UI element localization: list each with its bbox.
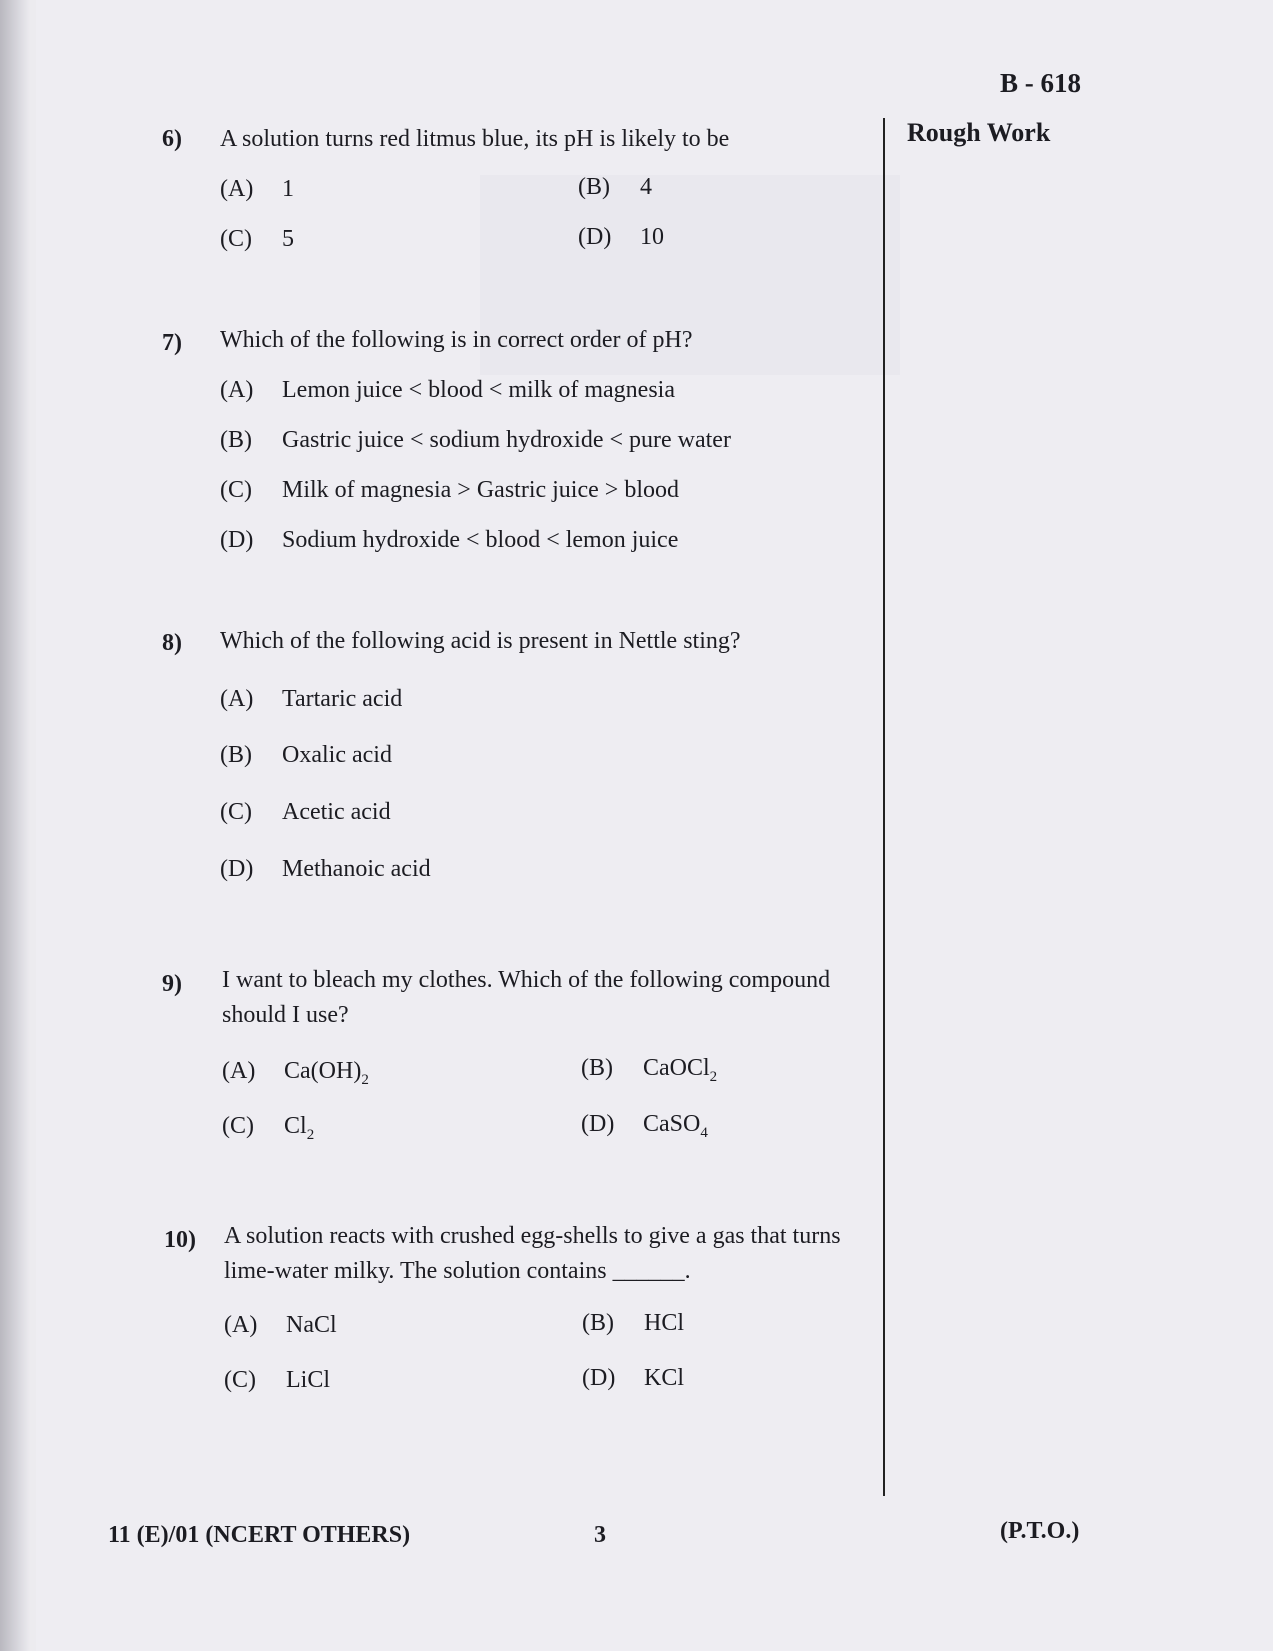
- option-text: Acetic acid: [282, 799, 391, 825]
- option-text: Oxalic acid: [282, 742, 392, 768]
- option-label: (B): [578, 174, 610, 200]
- option-b[interactable]: [220, 742, 392, 769]
- formula-base: CaSO: [643, 1111, 701, 1137]
- option-label: (C): [220, 226, 252, 252]
- option-label: (C): [224, 1367, 256, 1393]
- option-label: (A): [224, 1312, 258, 1338]
- option-text: Tartaric acid: [282, 686, 403, 712]
- formula-subscript: 2: [306, 1126, 315, 1143]
- option-a[interactable]: [220, 377, 675, 404]
- option-b[interactable]: [220, 427, 731, 454]
- option-label: (C): [222, 1113, 254, 1139]
- option-c[interactable]: [220, 226, 294, 253]
- option-text: NaCl: [286, 1312, 337, 1338]
- paper-code: B - 618: [1000, 68, 1081, 98]
- option-text: Lemon juice < blood < milk of magnesia: [282, 377, 675, 403]
- option-c[interactable]: [220, 799, 391, 826]
- option-b[interactable]: [581, 1055, 717, 1086]
- option-b[interactable]: [582, 1310, 684, 1337]
- option-d[interactable]: [578, 224, 664, 251]
- rough-work-heading: Rough Work: [907, 118, 1051, 147]
- option-label: (B): [220, 427, 252, 453]
- option-d[interactable]: [582, 1365, 684, 1392]
- option-a[interactable]: [224, 1312, 337, 1339]
- option-text: Methanoic acid: [282, 856, 431, 882]
- option-text: Sodium hydroxide < blood < lemon juice: [282, 527, 679, 553]
- formula-base: Ca(OH): [284, 1058, 362, 1084]
- page-number: 3: [594, 1522, 606, 1548]
- option-c[interactable]: [224, 1367, 330, 1394]
- formula-subscript: 2: [361, 1071, 369, 1088]
- option-label: (B): [582, 1310, 614, 1336]
- formula-base: CaOCl: [643, 1055, 710, 1081]
- question-text: Which of the following is in correct order of pH?: [220, 327, 693, 353]
- option-c[interactable]: [220, 477, 679, 504]
- question-number: 10): [164, 1227, 196, 1253]
- option-text: Gastric juice < sodium hydroxide < pure water: [282, 427, 731, 453]
- option-d[interactable]: [581, 1111, 708, 1142]
- footer-paper-id: 11 (E)/01 (NCERT OTHERS): [108, 1522, 411, 1548]
- option-d[interactable]: [220, 527, 678, 554]
- option-label: (A): [220, 176, 254, 202]
- option-text: Milk of magnesia > Gastric juice > blood: [282, 477, 679, 503]
- question-text: Which of the following acid is present in Nettle sting?: [220, 628, 741, 654]
- option-label: (C): [220, 799, 252, 825]
- option-b[interactable]: [578, 174, 652, 201]
- option-text: 5: [282, 226, 294, 252]
- option-text: 10: [640, 224, 664, 250]
- question-number: 7): [162, 330, 182, 356]
- page-edge-shadow: [0, 0, 30, 1651]
- option-label: (D): [581, 1111, 615, 1137]
- option-label: (B): [581, 1055, 613, 1081]
- option-label: (A): [220, 377, 254, 403]
- question-text: A solution turns red litmus blue, its pH is likely to be: [220, 126, 730, 152]
- option-a[interactable]: [220, 686, 402, 713]
- option-text: 4: [640, 174, 652, 200]
- option-label: (D): [220, 527, 254, 553]
- option-text: LiCl: [286, 1367, 331, 1393]
- option-c[interactable]: [222, 1113, 314, 1144]
- formula-subscript: 2: [709, 1068, 718, 1085]
- option-a[interactable]: [222, 1058, 369, 1089]
- option-label: (A): [220, 686, 254, 712]
- option-label: (D): [578, 224, 612, 250]
- formula-base: Cl: [284, 1113, 307, 1139]
- option-label: (D): [582, 1365, 616, 1391]
- option-text: KCl: [644, 1365, 685, 1391]
- question-number: 9): [162, 971, 182, 997]
- option-label: (B): [220, 742, 252, 768]
- please-turn-over: (P.T.O.): [1000, 1518, 1080, 1544]
- option-d[interactable]: [220, 856, 431, 883]
- question-text: I want to bleach my clothes. Which of the following compound should I use?: [222, 967, 831, 1028]
- question-number: 8): [162, 630, 182, 656]
- question-text: A solution reacts with crushed egg-shells to give a gas that turns lime-water milky. The solution contains ______.: [224, 1223, 841, 1284]
- option-label: (C): [220, 477, 252, 503]
- option-label: (A): [222, 1058, 256, 1084]
- option-label: (D): [220, 856, 254, 882]
- option-text: 1: [282, 176, 294, 202]
- option-a[interactable]: [220, 176, 294, 203]
- formula-subscript: 4: [700, 1124, 708, 1141]
- option-text: HCl: [644, 1310, 685, 1336]
- question-number: 6): [162, 126, 182, 152]
